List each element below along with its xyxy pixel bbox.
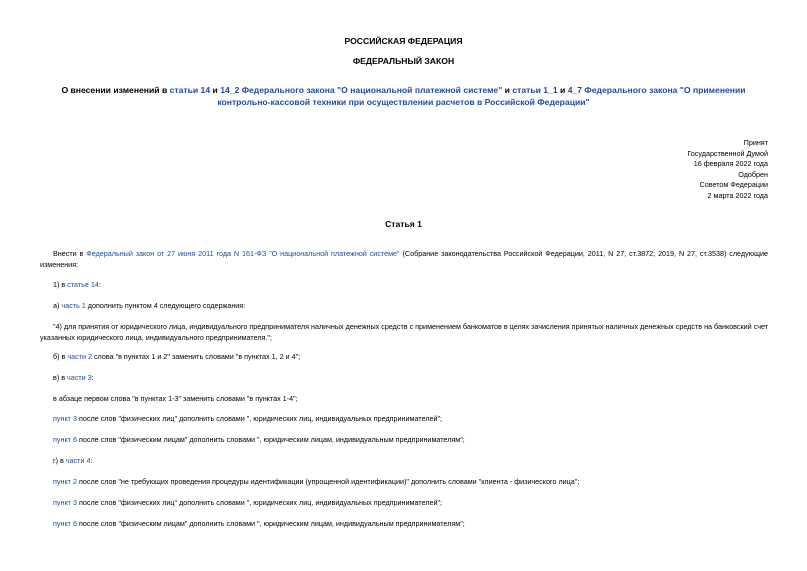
- link-part-1[interactable]: часть 1: [61, 301, 86, 310]
- paragraph-text: дополнить пунктом 4 следующего содержания:: [85, 301, 246, 310]
- title-text-4: и: [557, 85, 568, 95]
- accepted-date: 16 февраля 2022 года: [693, 159, 768, 169]
- paragraph-quote-4: "4) для принятия от юридического лица, индивидуального предпринимателя наличных денежных средств с применением банкоматов в целях зачисления принятых наличных денежных средств на банковский счет указанных юридического лица, индивидуального предпринимателя.";: [40, 322, 768, 343]
- paragraph-text: г) в: [53, 456, 66, 465]
- paragraph-point-6b: [53, 518, 768, 529]
- paragraph-text: :: [90, 456, 93, 465]
- paragraph-item-b: [53, 351, 768, 362]
- paragraph-text: 1) в: [53, 280, 68, 289]
- link-federal-law-161[interactable]: Федеральный закон от 27 июня 2011 года N 161-ФЗ "О национальной платежной системе": [86, 249, 400, 258]
- paragraph-text: после слов "не требующих проведения процедуры идентификации (упрощенной идентификации)" дополнить словами "клиента - физического лица";: [76, 477, 580, 486]
- title-text-1: О внесении изменений в: [61, 85, 170, 95]
- paragraph-intro: [40, 248, 768, 270]
- paragraph-point-6: [53, 434, 768, 445]
- title-link-article-1-1[interactable]: статьи 1_1: [512, 85, 558, 95]
- title-link-article-14[interactable]: статьи 14: [169, 85, 211, 95]
- link-point-6b[interactable]: пункт 6: [53, 519, 77, 528]
- accepted-label: Принят: [743, 138, 768, 147]
- paragraph-item-g: [53, 455, 768, 466]
- accepted-by: Государственной Думой: [687, 148, 768, 158]
- link-article-14[interactable]: статье 14: [67, 280, 99, 289]
- link-point-3[interactable]: пункт 3: [53, 414, 77, 423]
- paragraph-text: б) в: [53, 352, 68, 361]
- paragraph-item-1: [53, 279, 768, 290]
- approved-date: 2 марта 2022 года: [707, 190, 768, 200]
- paragraph-point-3b: [53, 497, 768, 508]
- country-heading: РОССИЙСКАЯ ФЕДЕРАЦИЯ: [344, 36, 463, 46]
- approved-by: Советом Федерации: [699, 180, 768, 190]
- link-point-6[interactable]: пункт 6: [53, 435, 77, 444]
- link-part-3[interactable]: части 3: [67, 373, 92, 382]
- paragraph-first-indent: в абзаце первом слова "в пунктах 1-3" заменить словами "в пунктах 1-4";: [53, 394, 298, 403]
- title-text-2: и: [210, 85, 221, 95]
- article-heading: Статья 1: [385, 219, 422, 229]
- paragraph-text: :: [98, 280, 101, 289]
- paragraph-text: после слов "физических лиц" дополнить словами ", юридических лиц, индивидуальных предпринимателей";: [76, 414, 443, 423]
- paragraph-text: а): [53, 301, 62, 310]
- title-text-3: и: [502, 85, 513, 95]
- paragraph-item-v: [53, 372, 768, 383]
- link-point-3b[interactable]: пункт 3: [53, 498, 77, 507]
- paragraph-text: слова "в пунктах 1 и 2" заменить словами "в пунктах 1, 2 и 4";: [91, 352, 301, 361]
- paragraph-point-3: [53, 413, 768, 424]
- paragraph-text: (Собрание законодательства Российской Федерации, 2011, N 27, ст.3872; 2019, N 27, ст.3538) следующие изменения:: [40, 249, 768, 270]
- acceptance-block: [687, 138, 768, 202]
- title-link-article-14-2[interactable]: 14_2 Федерального закона "О национальной платежной системе": [220, 85, 503, 95]
- law-title: [0, 85, 807, 108]
- paragraph-text: :: [91, 373, 94, 382]
- approved-label: Одобрен: [738, 169, 768, 179]
- link-part-4[interactable]: части 4: [65, 456, 91, 465]
- title-line-2[interactable]: контрольно-кассовой техники при осуществлении расчетов в Российской Федерации": [217, 96, 590, 107]
- paragraph-text: Внести в: [53, 249, 87, 258]
- paragraph-text: после слов "физическим лицам" дополнить словами ", юридическим лицам, индивидуальным предпринимателям";: [76, 435, 465, 444]
- link-part-2[interactable]: части 2: [67, 352, 92, 361]
- paragraph-point-2: [53, 476, 768, 487]
- paragraph-text: в) в: [53, 373, 68, 382]
- paragraph-item-a: [53, 300, 768, 311]
- paragraph-text: после слов "физическим лицам" дополнить словами ", юридическим лицам, индивидуальным предпринимателям";: [76, 519, 465, 528]
- document-type-heading: ФЕДЕРАЛЬНЫЙ ЗАКОН: [352, 56, 455, 66]
- title-link-article-4-7[interactable]: 4_7 Федерального закона "О применении: [567, 85, 746, 95]
- link-point-2[interactable]: пункт 2: [53, 477, 77, 486]
- paragraph-text: после слов "физических лиц" дополнить словами ", юридических лиц, индивидуальных предпринимателей";: [76, 498, 443, 507]
